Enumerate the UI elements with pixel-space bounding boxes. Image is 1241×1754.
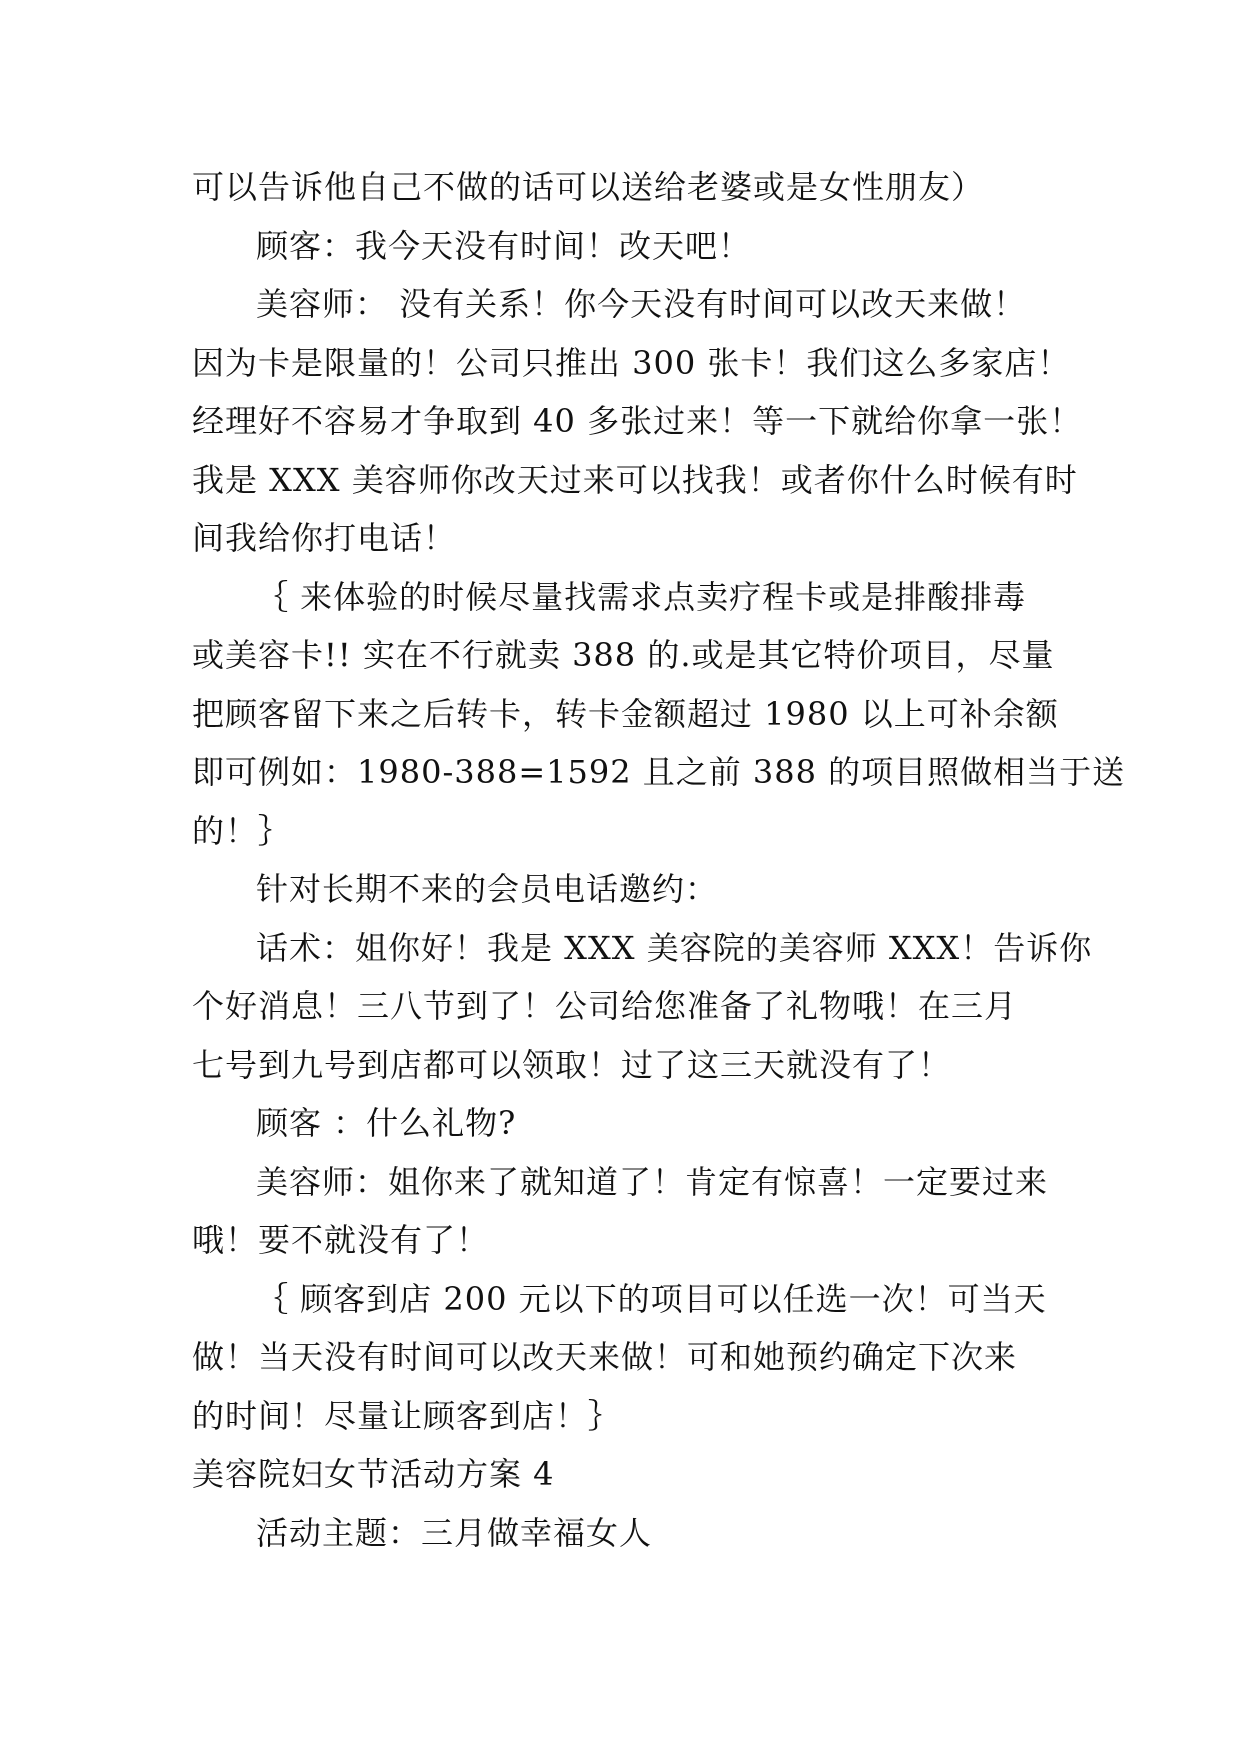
paragraph-line: 针对长期不来的会员电话邀约：: [256, 870, 719, 908]
paragraph-line: 间我给你打电话！: [192, 519, 457, 557]
document-body: [192, 158, 1126, 1562]
paragraph-line: 把顾客留下来之后转卡，转卡金额超过 1980 以上可补余额: [192, 694, 1059, 733]
paragraph-line: 个好消息！三八节到了！公司给您准备了礼物哦！在三月: [192, 987, 1018, 1025]
paragraph-line: 话术：姐你好！我是 XXX 美容院的美容师 XXX！告诉你: [256, 928, 1093, 967]
paragraph-line: 美容师：姐你来了就知道了！肯定有惊喜！一定要过来: [256, 1162, 1049, 1201]
paragraph-line: 即可例如：1980-388=1592 且之前 388 的项目照做相当于送: [192, 753, 1126, 791]
paragraph-line: 做！当天没有时间可以改天来做！可和她预约确定下次来: [192, 1338, 1018, 1376]
paragraph-line: 顾客 ：什么礼物?: [256, 1104, 517, 1142]
paragraph-line: 美容师： 没有关系！你今天没有时间可以改天来做！: [256, 285, 1027, 323]
paragraph-line: 或美容卡!! 实在不行就卖 388 的.或是其它特价项目，尽量: [192, 636, 1055, 674]
section-heading: 美容院妇女节活动方案 4: [192, 1455, 555, 1493]
paragraph-line: 可以告诉他自己不做的话可以送给老婆或是女性朋友）: [192, 168, 985, 206]
paragraph-line: 顾客：我今天没有时间！改天吧！: [256, 226, 752, 265]
paragraph-line: 的！｝: [192, 811, 292, 850]
paragraph-line: 因为卡是限量的！公司只推出 300 张卡！我们这么多家店！: [192, 343, 1071, 382]
paragraph-line: ｛ 顾客到店 200 元以下的项目可以任选一次！可当天: [256, 1279, 1047, 1318]
paragraph-line: 七号到九号到店都可以领取！过了这三天就没有了！: [192, 1045, 952, 1084]
paragraph-line: 哦！要不就没有了！: [192, 1221, 490, 1259]
paragraph-line: 我是 XXX 美容师你改天过来可以找我！或者你什么时候有时: [192, 460, 1078, 499]
paragraph-line: ｛ 来体验的时候尽量找需求点卖疗程卡或是排酸排毒: [256, 577, 1027, 616]
paragraph-line: 活动主题：三月做幸福女人: [256, 1513, 653, 1552]
paragraph-line: 经理好不容易才争取到 40 多张过来！等一下就给你拿一张！: [192, 402, 1083, 440]
paragraph-line: 的时间！尽量让顾客到店！｝: [192, 1396, 622, 1435]
